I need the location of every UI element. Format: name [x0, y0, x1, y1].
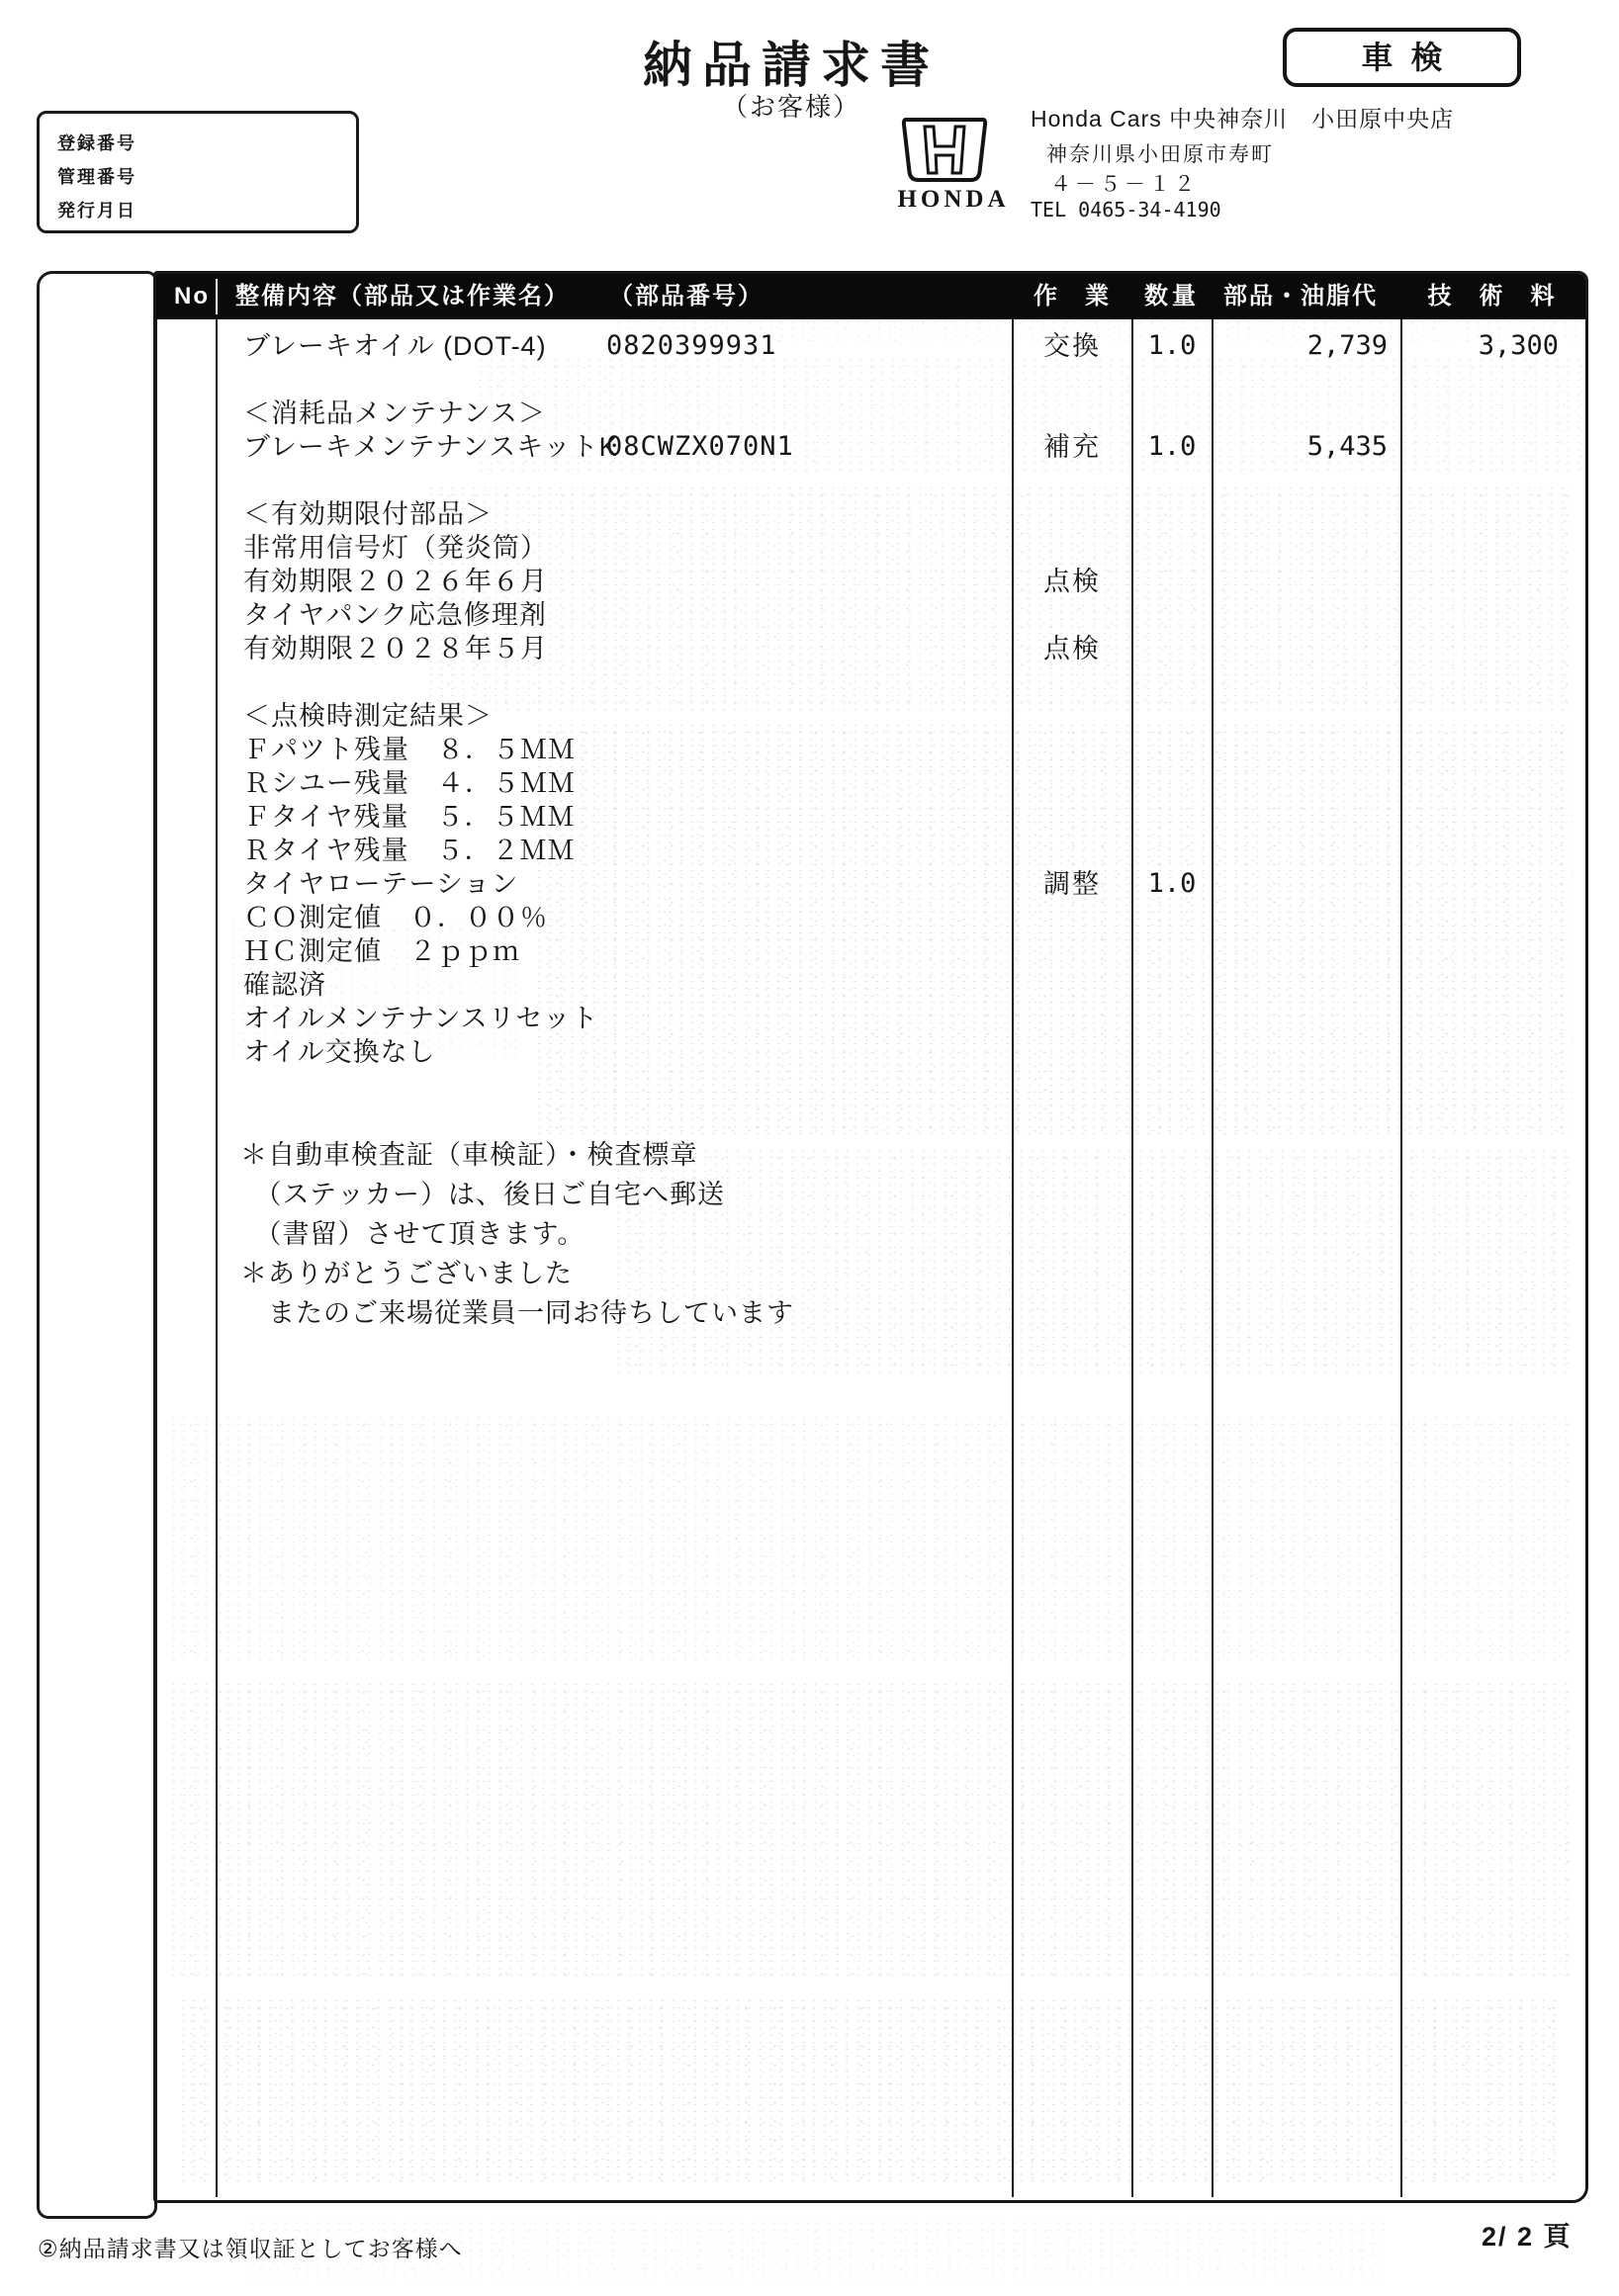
cell-work: [1014, 733, 1130, 766]
cell-qty: 1.0: [1147, 330, 1197, 361]
cell-qty: [1133, 464, 1211, 497]
cell-qty: [1133, 834, 1211, 867]
cell-parts: [1214, 497, 1388, 531]
cell-parts: [1214, 363, 1388, 397]
cell-qty: [1133, 934, 1211, 968]
table-header: [156, 274, 1585, 319]
table-row: [156, 363, 1585, 397]
cell-parts: [1214, 800, 1388, 834]
side-margin-box: [37, 271, 157, 2219]
cell-content: ＜有効期限付部品＞: [243, 499, 493, 529]
table-row: [156, 665, 1585, 699]
cell-labor: [1402, 531, 1559, 565]
table-row: [156, 766, 1585, 800]
cell-labor: [1402, 598, 1559, 632]
inspection-stamp-label: 車検: [1361, 40, 1461, 75]
dealer-address-line2: ４－５－１２: [1050, 173, 1199, 196]
cell-qty: [1133, 531, 1211, 565]
cell-parts: [1214, 531, 1388, 565]
cell-parts: 5,435: [1306, 431, 1388, 462]
table-row: [156, 1035, 1585, 1069]
cell-content: ＣＯ測定値 ０．００％: [243, 903, 548, 932]
note-line: （ステッカー）は、後日ご自宅へ郵送: [240, 1180, 725, 1209]
cell-content: 有効期限２０２６年６月: [243, 567, 548, 596]
register-no-label: 登録番号: [57, 133, 136, 153]
control-no-label: 管理番号: [57, 167, 136, 187]
header-no: No: [174, 283, 210, 309]
cell-work: [1014, 363, 1130, 397]
cell-work: 調整: [1043, 869, 1101, 899]
dealer-tel: TEL 0465-34-4190: [1031, 198, 1221, 221]
cell-parts: [1214, 464, 1388, 497]
cell-qty: [1133, 497, 1211, 531]
table-row: [156, 934, 1585, 968]
cell-qty: [1133, 565, 1211, 598]
cell-work: [1014, 397, 1130, 430]
cell-labor: [1402, 699, 1559, 733]
cell-labor: [1402, 632, 1559, 665]
cell-content: オイル交換なし: [243, 1037, 436, 1067]
header-work: 作 業: [1034, 283, 1111, 309]
table-row: [156, 901, 1585, 934]
cell-qty: [1133, 363, 1211, 397]
cell-qty: [1133, 1035, 1211, 1069]
cell-parts: [1214, 598, 1388, 632]
cell-labor: [1402, 397, 1559, 430]
table-row: [156, 1002, 1585, 1035]
header-parts-cost: 部品・油脂代: [1223, 283, 1378, 309]
page-title: 納品請求書: [643, 38, 940, 93]
cell-labor: 3,300: [1478, 330, 1559, 361]
header-labor-cost: 技 術 料: [1427, 283, 1557, 309]
cell-parts: [1214, 733, 1388, 766]
table-row: [156, 632, 1585, 665]
cell-work: [1014, 834, 1130, 867]
cell-content: ＨＣ測定値 ２ｐｐｍ: [243, 936, 520, 966]
cell-work: [1014, 1002, 1130, 1035]
table-row: [156, 329, 1585, 363]
header-part-no: （部品番号）: [609, 283, 764, 309]
cell-qty: [1133, 1002, 1211, 1035]
bottom-copy-note: ②納品請求書又は領収証としてお客様へ: [38, 2236, 463, 2261]
cell-labor: [1402, 430, 1559, 464]
cell-qty: 1.0: [1147, 431, 1197, 462]
issue-date-label: 発行月日: [57, 201, 136, 221]
cell-labor: [1402, 464, 1559, 497]
dealer-name: Honda Cars 中央神奈川 小田原中央店: [1031, 106, 1455, 132]
cell-labor: [1402, 901, 1559, 934]
cell-work: [1014, 665, 1130, 699]
table-row: [156, 800, 1585, 834]
cell-content: Ｆタイヤ残量 ５．５ＭＭ: [243, 802, 576, 832]
cell-qty: [1133, 397, 1211, 430]
header-content: 整備内容（部品又は作業名）: [235, 283, 570, 309]
dealer-address-line1: 神奈川県小田原市寿町: [1046, 143, 1274, 166]
cell-qty: [1133, 699, 1211, 733]
table-row: [156, 968, 1585, 1002]
cell-work: [1014, 766, 1130, 800]
cell-labor: [1402, 934, 1559, 968]
cell-content: ＜消耗品メンテナンス＞: [243, 398, 546, 428]
note-line: またのご来場従業員一同お待ちしています: [240, 1298, 794, 1328]
cell-qty: [1133, 632, 1211, 665]
cell-work: [1014, 1035, 1130, 1069]
cell-work: 補充: [1043, 432, 1101, 462]
registration-meta-box: [37, 111, 359, 233]
cell-labor: [1402, 665, 1559, 699]
table-row: [156, 497, 1585, 531]
cell-labor: [1402, 497, 1559, 531]
cell-work: [1014, 901, 1130, 934]
cell-content: Ｆパツト残量 ８．５ＭＭ: [243, 735, 576, 764]
cell-labor: [1402, 1002, 1559, 1035]
cell-work: [1014, 699, 1130, 733]
cell-parts: [1214, 766, 1388, 800]
cell-parts: [1214, 968, 1388, 1002]
header-separator: [216, 279, 218, 314]
cell-content: Ｒシユー残量 ４．５ＭＭ: [243, 768, 576, 798]
cell-parts: [1214, 867, 1388, 901]
table-row: [156, 733, 1585, 766]
cell-qty: [1133, 800, 1211, 834]
cell-qty: [1133, 598, 1211, 632]
cell-parts: [1214, 1002, 1388, 1035]
cell-part: 08CWZX070N1: [606, 431, 794, 462]
cell-parts: [1214, 565, 1388, 598]
cell-work: [1014, 968, 1130, 1002]
cell-parts: [1214, 699, 1388, 733]
cell-content: タイヤパンク応急修理剤: [243, 600, 547, 630]
cell-parts: [1214, 1035, 1388, 1069]
cell-labor: [1402, 766, 1559, 800]
cell-content: 確認済: [243, 970, 326, 1000]
cell-content: 有効期限２０２８年５月: [243, 634, 548, 663]
cell-qty: [1133, 733, 1211, 766]
cell-work: [1014, 464, 1130, 497]
note-line: ＊自動車検査証（車検証）・検査標章: [240, 1140, 698, 1170]
cell-work: 点検: [1043, 567, 1101, 596]
table-row: [156, 699, 1585, 733]
table-row: [156, 464, 1585, 497]
cell-work: 点検: [1043, 634, 1101, 663]
cell-work: [1014, 531, 1130, 565]
cell-content: 非常用信号灯（発炎筒）: [243, 533, 548, 563]
cell-part: 0820399931: [606, 330, 777, 361]
cell-qty: [1133, 766, 1211, 800]
cell-labor: [1402, 733, 1559, 766]
table-row: [156, 430, 1585, 464]
cell-work: [1014, 800, 1130, 834]
cell-content: ブレーキオイル (DOT-4): [243, 331, 547, 361]
table-row: [156, 531, 1585, 565]
cell-labor: [1402, 1035, 1559, 1069]
page-subtitle: （お客様）: [721, 92, 860, 122]
table-row: [156, 565, 1585, 598]
cell-qty: [1133, 968, 1211, 1002]
cell-parts: [1214, 834, 1388, 867]
cell-labor: [1402, 867, 1559, 901]
inspection-stamp-box: [1283, 28, 1521, 87]
table-row: [156, 834, 1585, 867]
cell-labor: [1402, 565, 1559, 598]
cell-labor: [1402, 834, 1559, 867]
cell-content: Ｒタイヤ残量 ５．２ＭＭ: [243, 836, 576, 865]
cell-content: タイヤローテーション: [243, 869, 519, 899]
cell-work: 交換: [1043, 331, 1101, 361]
cell-work: [1014, 934, 1130, 968]
cell-content: オイルメンテナンスリセット: [243, 1004, 599, 1033]
table-row: [156, 397, 1585, 430]
table-row: [156, 598, 1585, 632]
page-indicator: 2/ 2 頁: [1482, 2222, 1573, 2252]
notes-block: [240, 1135, 794, 1333]
honda-logo-icon: [895, 115, 994, 191]
cell-parts: 2,739: [1306, 330, 1388, 361]
note-line: （書留）させて頂きます。: [240, 1219, 585, 1249]
note-line: ＊ありがとうございました: [240, 1259, 573, 1288]
cell-parts: [1214, 665, 1388, 699]
cell-qty: [1133, 665, 1211, 699]
honda-logotype: HONDA: [897, 186, 1010, 213]
cell-parts: [1214, 901, 1388, 934]
cell-parts: [1214, 632, 1388, 665]
cell-work: [1014, 598, 1130, 632]
cell-qty: [1133, 901, 1211, 934]
cell-parts: [1214, 934, 1388, 968]
cell-qty: 1.0: [1147, 868, 1197, 899]
cell-work: [1014, 497, 1130, 531]
cell-parts: [1214, 397, 1388, 430]
cell-labor: [1402, 800, 1559, 834]
header-qty: 数量: [1144, 283, 1200, 309]
table-row: [156, 867, 1585, 901]
cell-content: ブレーキメンテナンスキットK: [243, 432, 618, 462]
cell-labor: [1402, 363, 1559, 397]
cell-labor: [1402, 968, 1559, 1002]
cell-content: ＜点検時測定結果＞: [243, 701, 493, 731]
